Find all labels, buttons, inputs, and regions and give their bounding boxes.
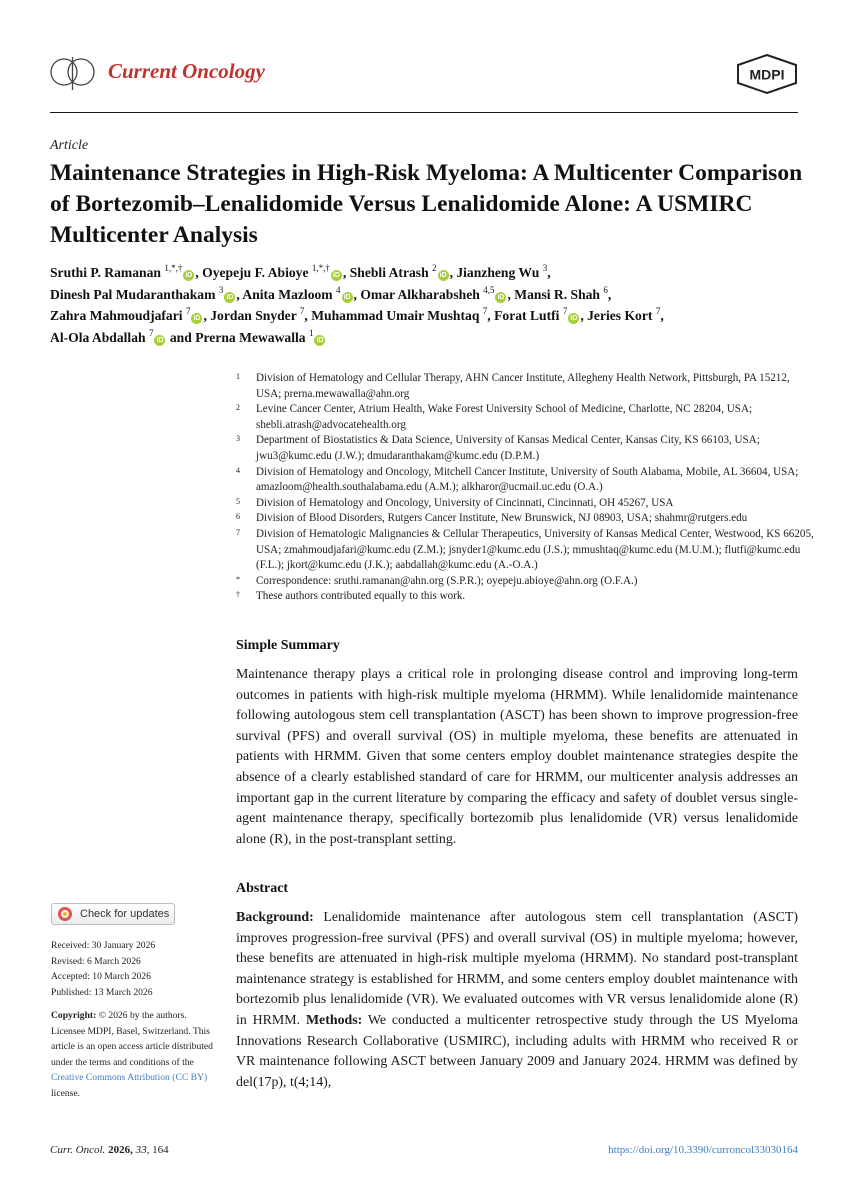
orcid-icon[interactable]: iD: [497, 293, 505, 301]
affiliation-item: [236, 371, 816, 402]
author-affiliation-marker: 1: [308, 327, 314, 338]
affiliation-item: [236, 589, 816, 605]
author-affiliation-marker: 3: [218, 284, 224, 295]
author-name[interactable]: Oyepeju F. Abioye: [202, 265, 309, 280]
affiliation-number: *: [236, 574, 240, 584]
citation-volume: 33,: [135, 1144, 150, 1156]
affiliation-list: [236, 371, 816, 605]
author-affiliation-marker: 7: [185, 306, 191, 316]
affiliation-text: These authors contributed equally to this work.: [256, 590, 466, 603]
simple-summary-heading: Simple Summary: [236, 638, 340, 653]
author-name[interactable]: Anita Mazloom: [242, 286, 333, 302]
header-divider: [50, 112, 798, 113]
affiliation-number: 4: [236, 465, 240, 475]
affiliation-item: [236, 402, 816, 433]
author-affiliation-marker: 1,*,†: [311, 263, 330, 273]
author-conjunction: and: [169, 329, 192, 345]
author-name[interactable]: Shebli Atrash: [349, 265, 429, 280]
abstract-methods-text: We conducted a multicenter retrospective study through the US Myeloma Innovations Research Collaborative (USMIRC), including adults with HRMM who received R or VR maintenance following ASCT between January 2009 and January 2024. HRMM was defined by del(17p), t(4;14),: [236, 1012, 798, 1090]
author-affiliation-marker: 2: [432, 263, 437, 273]
article-title: Maintenance Strategies in High-Risk Myeloma: A Multicenter Comparison of Bortezomib–Lenalidomide Versus Lenalidomide Alone: A USMIRC Multicenter Analysis: [50, 160, 803, 248]
affiliation-text: Division of Hematology and Cellular Therapy, AHN Cancer Institute, Allegheny Health Network, Pittsburgh, PA 15212, USA; prerna.mewawalla@ahn.org: [256, 372, 790, 400]
author-name[interactable]: Jianzheng Wu: [456, 265, 540, 280]
affiliation-number: †: [236, 590, 240, 600]
author-affiliation-marker: 3: [542, 263, 548, 273]
check-updates-icon: [58, 907, 72, 921]
citation-year: 2026,: [108, 1144, 133, 1156]
abstract-text: [236, 908, 798, 1093]
author-list: Sruthi P. Ramanan $^{1,*,\dagger}$iD , Oyepeju F. Abioye $^{1,*,\dagger}$iD , Shebli Atrash $^2$iD , Jianzheng Wu $^3$, Dinesh Pal Mudaranthakam $^3$iD , Anita Mazloom $^4$iD , Omar Alkharabsheh $^{4,5}$iD , Mansi R. Shah $^6$, Zahra Mahmoudjafari $^7$iD , Jordan Snyder $^7$, Muhammad Umair Mushtaq $^7$, Forat Lutfi $^7$iD , Jeries Kort $^7$, Al-Ola Abdallah $^7$iD and Prerna Mewawalla $^1$iD: [50, 263, 664, 345]
author-name[interactable]: Mansi R. Shah: [514, 286, 600, 302]
author-affiliation-marker: 4,5: [483, 284, 495, 295]
author-name[interactable]: Zahra Mahmoudjafari: [50, 308, 183, 323]
license-link[interactable]: Creative Commons Attribution (CC BY): [51, 1072, 208, 1084]
author-name[interactable]: Jordan Snyder: [210, 308, 297, 323]
affiliation-text: Division of Hematologic Malignancies & Cellular Therapeutics, University of Kansas Medical Center, Westwood, KS 66205, USA; zmahmoudjafari@kumc.edu (Z.M.); jsnyder1@kumc.edu (J.S.); mmushtaq@kumc.edu (M.U.M.); flutfi@kumc.edu (F.L.); jkort@kumc.edu (J.K.); aabdallah@kumc.edu (A.-O.A.): [256, 527, 814, 572]
affiliation-number: 1: [236, 372, 240, 381]
revised-date: Revised: 6 March 2026: [51, 955, 141, 967]
affiliation-text: Levine Cancer Center, Atrium Health, Wake Forest University School of Medicine, Charlotte, NC 28204, USA; shebli.atrash@advocatehealth.org: [256, 403, 753, 431]
affiliation-item: [236, 574, 816, 590]
affiliation-number: 3: [236, 434, 240, 444]
affiliation-text: Division of Blood Disorders, Rutgers Cancer Institute, New Brunswick, NJ 08903, USA; shahmr@rutgers.edu: [256, 512, 748, 525]
affiliation-text: Division of Hematology and Oncology, Mitchell Cancer Institute, University of South Alabama, Mobile, AL 36604, USA; amazloom@health.southalabama.edu (A.M.); alkharor@ucmail.uc.edu (O.A.): [256, 465, 799, 494]
author-name[interactable]: Sruthi P. Ramanan: [50, 265, 161, 280]
received-date: Received: 30 January 2026: [51, 940, 156, 951]
orcid-icon[interactable]: iD: [185, 272, 193, 279]
accepted-date: Accepted: 10 March 2026: [51, 971, 151, 983]
author-affiliation-marker: 7: [482, 306, 488, 316]
doi-link[interactable]: https://doi.org/10.3390/curroncol33030164: [608, 1144, 798, 1156]
citation-journal: Curr. Oncol.: [50, 1144, 106, 1156]
simple-summary-text: Maintenance therapy plays a critical role in prolonging disease control and improving long-term outcomes in patients with high-risk multiple myeloma (HRMM). While lenalidomide maintenance following autologous stem cell transplantation (ASCT) has been shown to improve progression-free survival (PFS) and overall survival (OS) in multiple myeloma, these benefits are attenuated in patients with HRMM. Given that some centers employ doublet maintenance strategies despite the absence of a clearly established standard of care for HRMM, our multicenter analysis addresses an important gap in the current literature by comparing the efficacy and safety of doublet versus single-agent maintenance therapy, specifically bortezomib plus lenalidomide (VR) versus lenalidomide alone (R), in the post-transplant setting.: [236, 667, 798, 847]
author-affiliation-marker: 7: [299, 306, 305, 316]
author-name[interactable]: Prerna Mewawalla: [195, 329, 306, 345]
copyright-text: © 2026 by the authors. Licensee MDPI, Basel, Switzerland. This article is an open access article distributed under the terms and conditions of the: [51, 1010, 213, 1068]
orcid-icon[interactable]: iD: [332, 272, 340, 279]
orcid-icon[interactable]: iD: [570, 315, 578, 322]
footer-citation: [50, 1144, 169, 1156]
affiliation-number: 6: [236, 512, 240, 522]
orcid-icon[interactable]: iD: [193, 315, 201, 322]
orcid-icon[interactable]: iD: [226, 293, 234, 301]
abstract-heading: Abstract: [236, 881, 289, 896]
mdpi-logo-text: MDPI: [749, 66, 785, 83]
copyright-notice: [51, 1008, 221, 1102]
check-for-updates-button[interactable]: [51, 903, 175, 925]
affiliation-item: [236, 496, 816, 512]
author-name[interactable]: Omar Alkharabsheh: [360, 286, 480, 302]
author-affiliation-marker: 7: [655, 306, 661, 316]
orcid-icon[interactable]: iD: [439, 272, 447, 279]
journal-name: Current Oncology: [108, 59, 265, 83]
affiliation-text: Correspondence: sruthi.ramanan@ahn.org (S.P.R.); oyepeju.abioye@ahn.org (O.F.A.): [256, 574, 638, 587]
author-affiliation-marker: 4: [336, 284, 341, 295]
abstract-background-text: Lenalidomide maintenance after autologous stem cell transplantation (ASCT) improves progression-free survival (PFS) and overall survival (OS) in multiple myeloma; however, these benefits are attenuated in high-risk multiple myeloma (HRMM). No standard post-transplant maintenance strategy is established for HRMM, and some centers employ doublet maintenance with bortezomib plus lenalidomide (VR). We evaluated outcomes with VR versus lenalidomide alone (R) in HRMM.: [236, 910, 798, 1028]
affiliation-number: 7: [236, 527, 240, 537]
journal-logo-icon: [48, 52, 102, 92]
affiliation-item: [236, 527, 816, 574]
author-name[interactable]: Forat Lutfi: [494, 308, 560, 323]
published-date: Published: 13 March 2026: [51, 986, 153, 998]
author-name[interactable]: Dinesh Pal Mudaranthakam: [50, 286, 216, 302]
affiliation-number: 5: [236, 496, 240, 506]
affiliation-item: [236, 465, 816, 496]
author-name[interactable]: Muhammad Umair Mushtaq: [311, 308, 480, 323]
author-affiliation-marker: 7: [148, 327, 154, 338]
affiliation-text: Division of Hematology and Oncology, University of Cincinnati, Cincinnati, OH 45267, USA: [256, 496, 674, 509]
citation-page: 164: [152, 1144, 169, 1156]
author-name[interactable]: Al-Ola Abdallah: [50, 329, 146, 345]
publication-dates: [51, 938, 155, 1000]
mdpi-logo-icon: [736, 54, 798, 94]
orcid-icon[interactable]: iD: [156, 336, 164, 344]
author-affiliation-marker: 1,*,†: [164, 263, 183, 273]
orcid-icon[interactable]: iD: [343, 293, 351, 301]
affiliation-item: [236, 511, 816, 527]
affiliation-item: [236, 433, 816, 464]
author-name[interactable]: Jeries Kort: [587, 308, 653, 323]
abstract-background-label: Background:: [236, 910, 314, 925]
article-type: Article: [50, 138, 89, 153]
affiliation-text: Department of Biostatistics & Data Science, University of Kansas Medical Center, Kansas City, KS 66103, USA; jwu3@kumc.edu (J.W.); dmudaranthakam@kumc.edu (D.P.M.): [256, 434, 760, 462]
author-affiliation-marker: 6: [603, 284, 608, 295]
affiliation-number: 2: [236, 403, 240, 413]
copyright-label: Copyright:: [51, 1010, 97, 1021]
author-affiliation-marker: 7: [562, 306, 568, 316]
abstract-methods-label: Methods:: [305, 1012, 363, 1028]
check-for-updates-label: Check for updates: [80, 908, 170, 920]
license-suffix: license.: [51, 1087, 81, 1099]
orcid-icon[interactable]: iD: [316, 336, 324, 344]
